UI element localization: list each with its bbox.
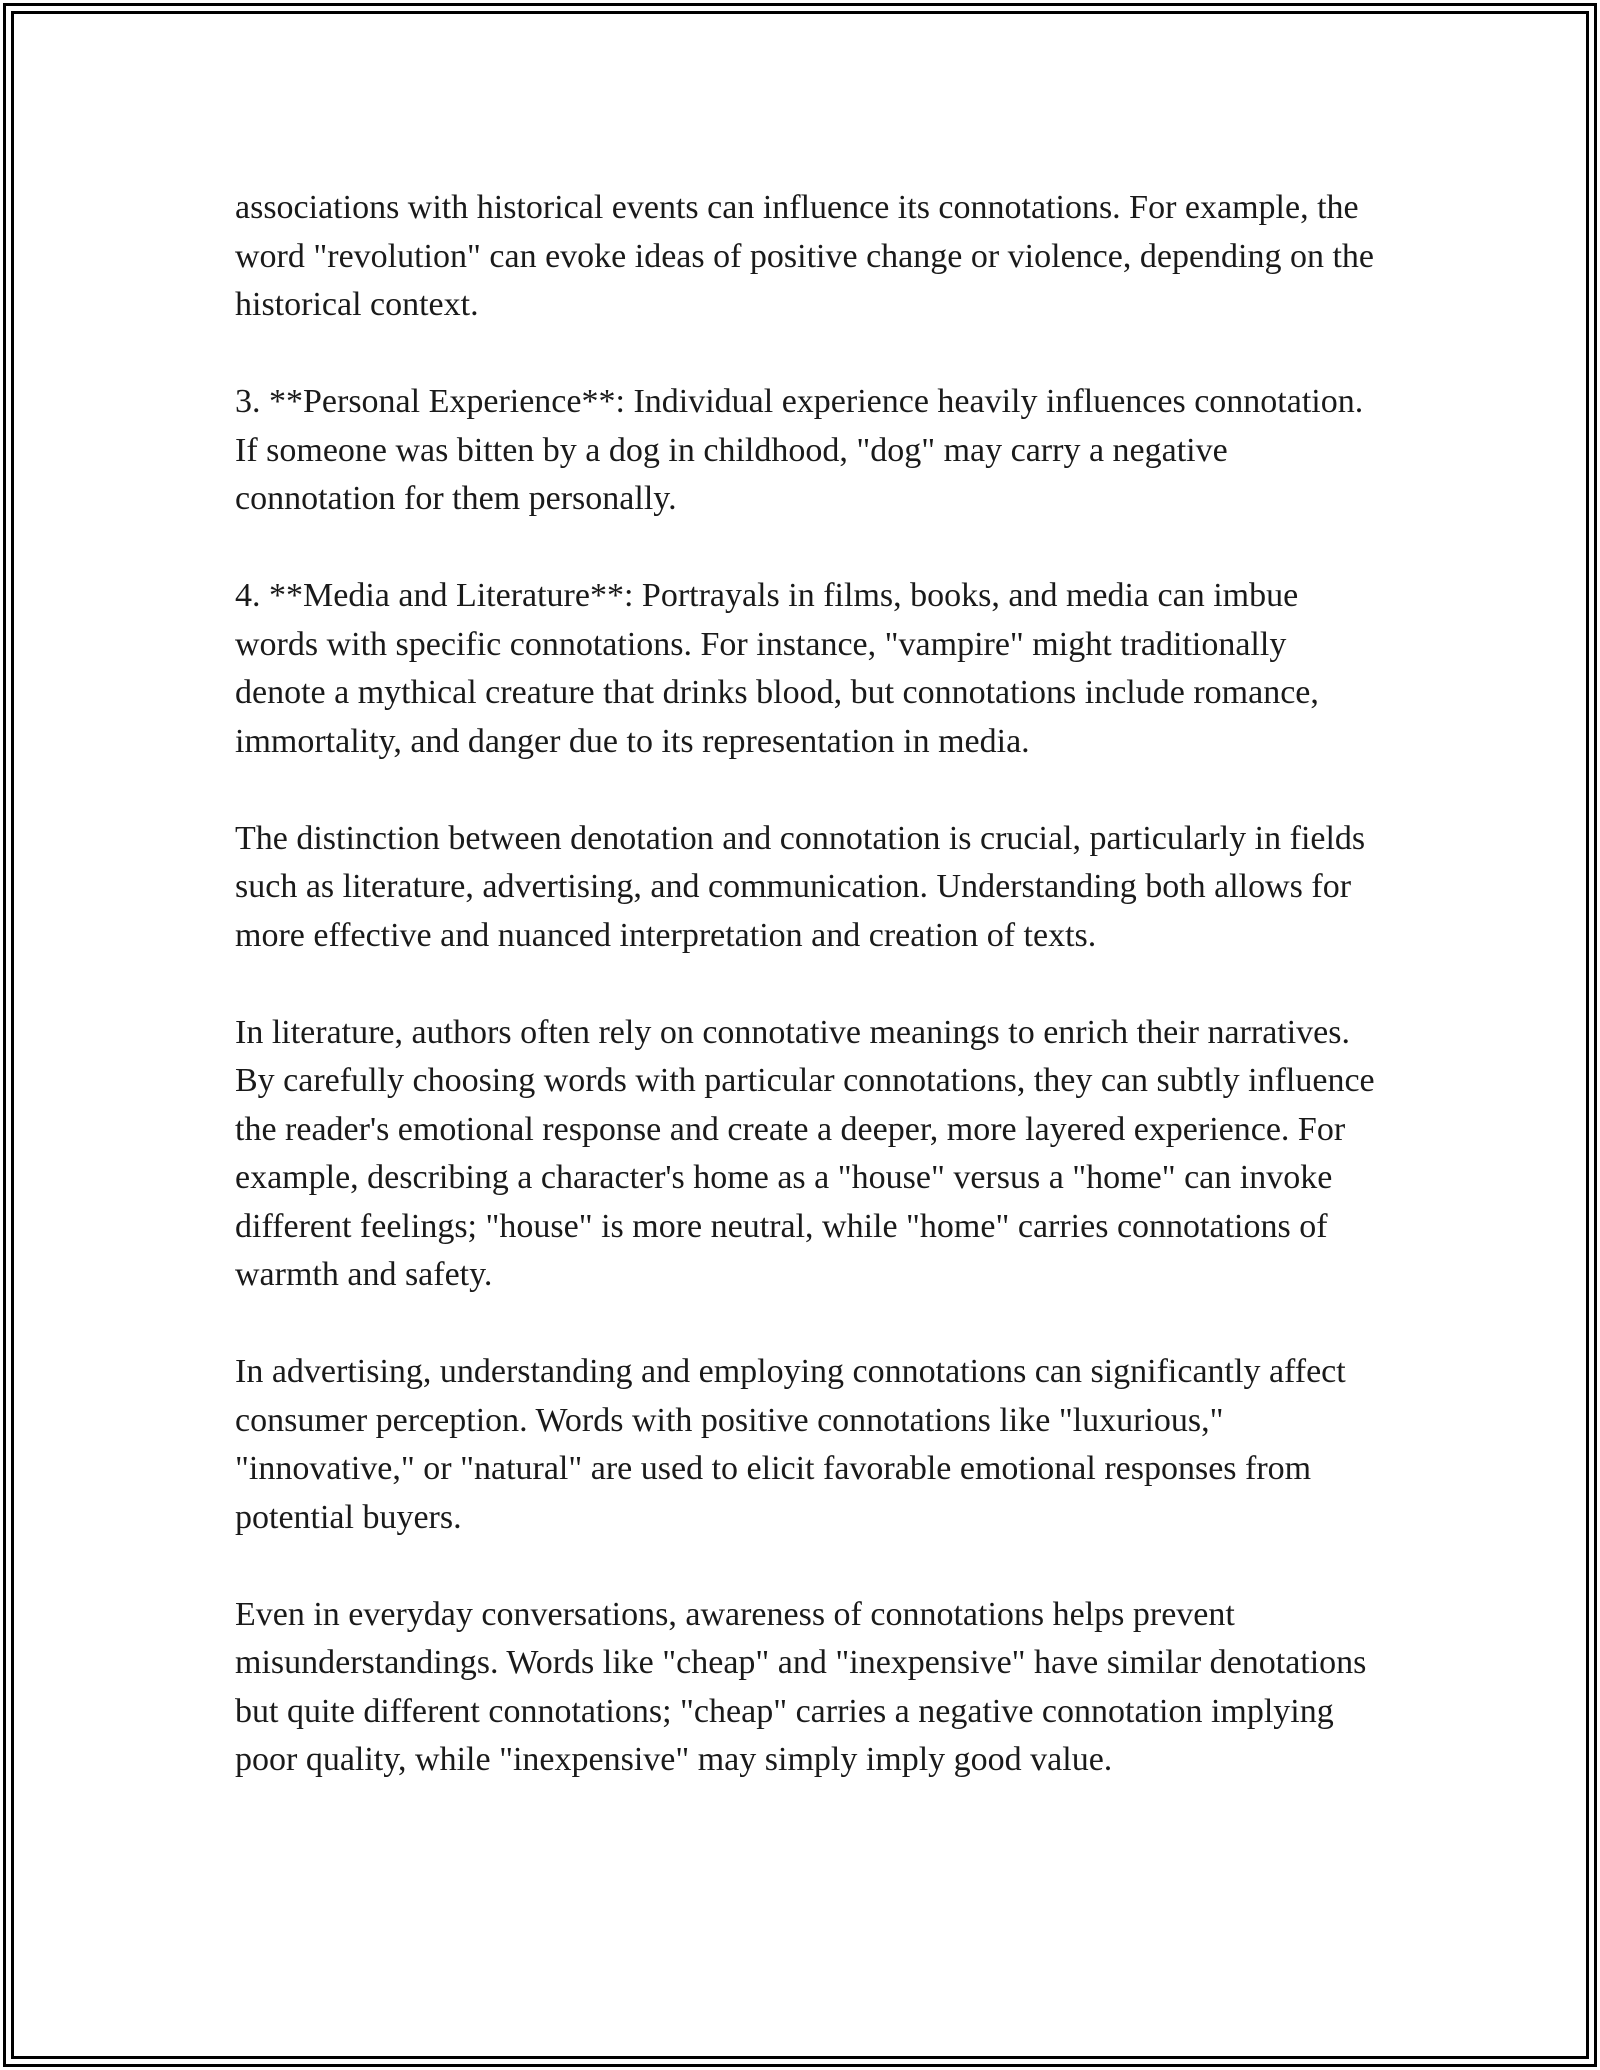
paragraph-literature: In literature, authors often rely on connotative meanings to enrich their narratives. By carefully choosing words with particular connotations, they can subtly influence the reader's emotional response and create a deeper, more layered experience. For example, describing a character's home as a "house" versus a "home" can invoke different feelings; "house" is more neutral, while "home" carries connotations of warmth and safety.	[235, 1013, 1375, 1293]
paragraph-distinction: The distinction between denotation and connotation is crucial, particularly in fields such as literature, advertising, and communication. Understanding both allows for more effective and nuanced interpretation and creation of texts.	[235, 819, 1366, 954]
paragraph-personal-experience: 3. **Personal Experience**: Individual experience heavily influences connotation. If someone was bitten by a dog in childhood, "dog" may carry a negative connotation for them personally.	[235, 383, 1364, 517]
paragraph-everyday-conversations: Even in everyday conversations, awareness of connotations helps prevent misunderstandings. Words like "cheap" and "inexpensive" have similar denotations but quite different connotations; "cheap" carries a negative connotation implying poor quality, while "inexpensive" may simply imply good value.	[235, 1595, 1367, 1778]
paragraph-historical-context: associations with historical events can influence its connotations. For example, the word "revolution" can evoke ideas of positive change or violence, depending on the historical context.	[235, 189, 1375, 323]
paragraph-media-and-literature: 4. **Media and Literature**: Portrayals in films, books, and media can imbue words with specific connotations. For instance, "vampire" might traditionally denote a mythical creature that drinks blood, but connotations include romance, immortality, and danger due to its representation in media.	[235, 577, 1319, 760]
document-body	[235, 184, 1380, 1785]
paragraph-advertising: In advertising, understanding and employing connotations can significantly affect consumer perception. Words with positive connotations like "luxurious," "innovative," or "natural" are used to elicit favorable emotional responses from potential buyers.	[235, 1353, 1346, 1536]
